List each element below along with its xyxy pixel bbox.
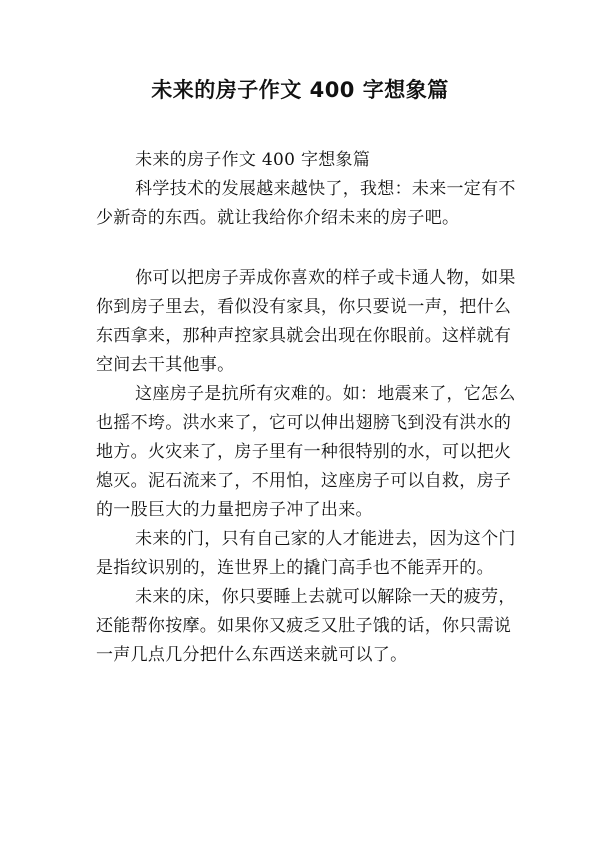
paragraph-voice-control: 你可以把房子弄成你喜欢的样子或卡通人物，如果你到房子里去，看似没有家具，你只要说一声，把什么东西拿来，那种声控家具就会出现在你眼前。这样就有空间去干其他事。 <box>96 268 516 375</box>
paragraph-disaster-proof: 这座房子是抗所有灾难的。如：地震来了，它怎么也摇不垮。洪水来了，它可以伸出翅膀飞到没有洪水的地方。火灾来了，房子里有一种很特别的水，可以把火熄灭。泥石流来了，不用怕，这座房子可以自救，房子的一股巨大的力量把房子冲了出来。 <box>96 384 516 520</box>
document-body <box>96 146 526 670</box>
document-title: 未来的房子作文 400 字想象篇 <box>151 78 449 102</box>
document-subtitle: 未来的房子作文 400 字想象篇 <box>135 150 371 170</box>
paragraph-intro: 科学技术的发展越来越快了，我想：未来一定有不少新奇的东西。就让我给你介绍未来的房子吧。 <box>96 179 516 228</box>
paragraph-door: 未来的门，只有自己家的人才能进去，因为这个门是指纹识别的，连世界上的撬门高手也不能弄开的。 <box>96 529 516 578</box>
paragraph-spacer <box>96 233 526 264</box>
paragraph-bed: 未来的床，你只要睡上去就可以解除一天的疲劳，还能帮你按摩。如果你又疲乏又肚子饿的话，你只需说一声几点几分把什么东西送来就可以了。 <box>96 587 516 665</box>
